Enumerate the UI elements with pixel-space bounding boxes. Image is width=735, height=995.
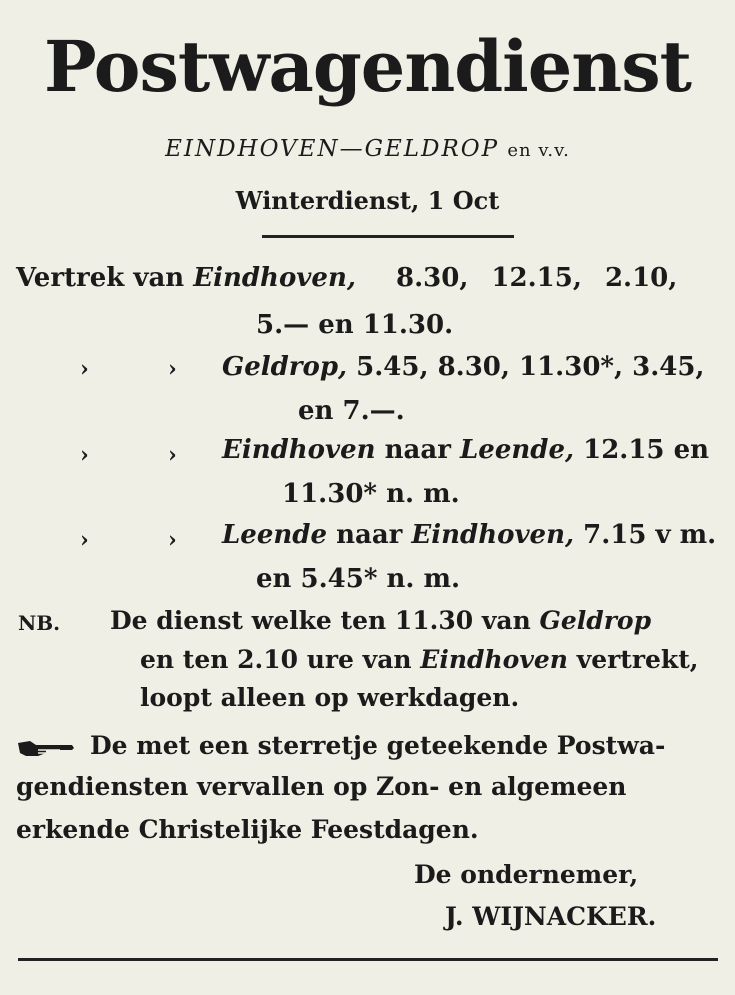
page-title: Postwagendienst <box>44 25 691 108</box>
footer-divider <box>18 958 718 961</box>
signature-name: J. WIJNACKER. <box>445 902 657 931</box>
nb-line-1 <box>110 606 651 636</box>
nb-line-2 <box>140 645 699 675</box>
ditto-mark: › <box>80 356 89 382</box>
nb-line-2-place: Eindhoven <box>420 645 568 674</box>
row1-prefix: Vertrek van <box>16 263 185 293</box>
star-note-line-2: gendiensten vervallen op Zon- en algemeen <box>16 772 627 801</box>
nb-line-1-place: Geldrop <box>539 606 652 635</box>
route-line <box>0 136 735 162</box>
nb-line-1-text: De dienst welke ten 11.30 van <box>110 606 531 635</box>
route-suffix: en v.v. <box>507 140 570 161</box>
row4-times: 7.15 v m. <box>583 520 717 550</box>
row3-mid: naar <box>384 435 451 465</box>
header-divider <box>262 235 514 238</box>
schedule-row-1 <box>16 263 356 293</box>
row4-from: Leende <box>222 520 327 550</box>
row1-continuation: 5.— en 11.30. <box>256 310 454 340</box>
row3-times: 12.15 en <box>583 435 710 465</box>
row3-from: Eindhoven <box>222 435 376 465</box>
pointing-hand-icon <box>16 737 76 759</box>
row2-continuation: en 7.—. <box>298 396 405 426</box>
row2-place: Geldrop, <box>222 352 348 382</box>
ditto-mark: › <box>168 442 177 468</box>
row1-times: 8.30, 12.15, 2.10, <box>396 263 678 293</box>
route-name: EINDHOVEN—GELDROP <box>165 136 500 162</box>
star-note-line-3: erkende Christelijke Feestdagen. <box>16 815 479 844</box>
nb-line-2-text: en ten 2.10 ure van <box>140 645 412 674</box>
nb-label: NB. <box>18 611 61 635</box>
row4-mid: naar <box>336 520 403 550</box>
row2-times: 5.45, 8.30, 11.30*, 3.45, <box>356 352 705 382</box>
schedule-row-2 <box>222 352 705 382</box>
schedule-row-4 <box>222 520 716 550</box>
ditto-mark: › <box>168 527 177 553</box>
star-note-line-1: De met een sterretje geteekende Postwa- <box>90 731 666 760</box>
row3-to: Leende, <box>460 435 575 465</box>
ditto-mark: › <box>80 527 89 553</box>
ditto-mark: › <box>80 442 89 468</box>
nb-line-2-end: vertrekt, <box>576 645 699 674</box>
ditto-mark: › <box>168 356 177 382</box>
signature-role: De ondernemer, <box>414 860 639 889</box>
row3-continuation: 11.30* n. m. <box>282 479 460 509</box>
row4-continuation: en 5.45* n. m. <box>256 564 461 594</box>
row4-to: Eindhoven, <box>411 520 575 550</box>
schedule-row-3 <box>222 435 709 465</box>
nb-line-3: loopt alleen op werkdagen. <box>140 683 520 712</box>
row1-place: Eindhoven, <box>193 263 356 293</box>
season-heading: Winterdienst, 1 Oct <box>235 186 500 215</box>
